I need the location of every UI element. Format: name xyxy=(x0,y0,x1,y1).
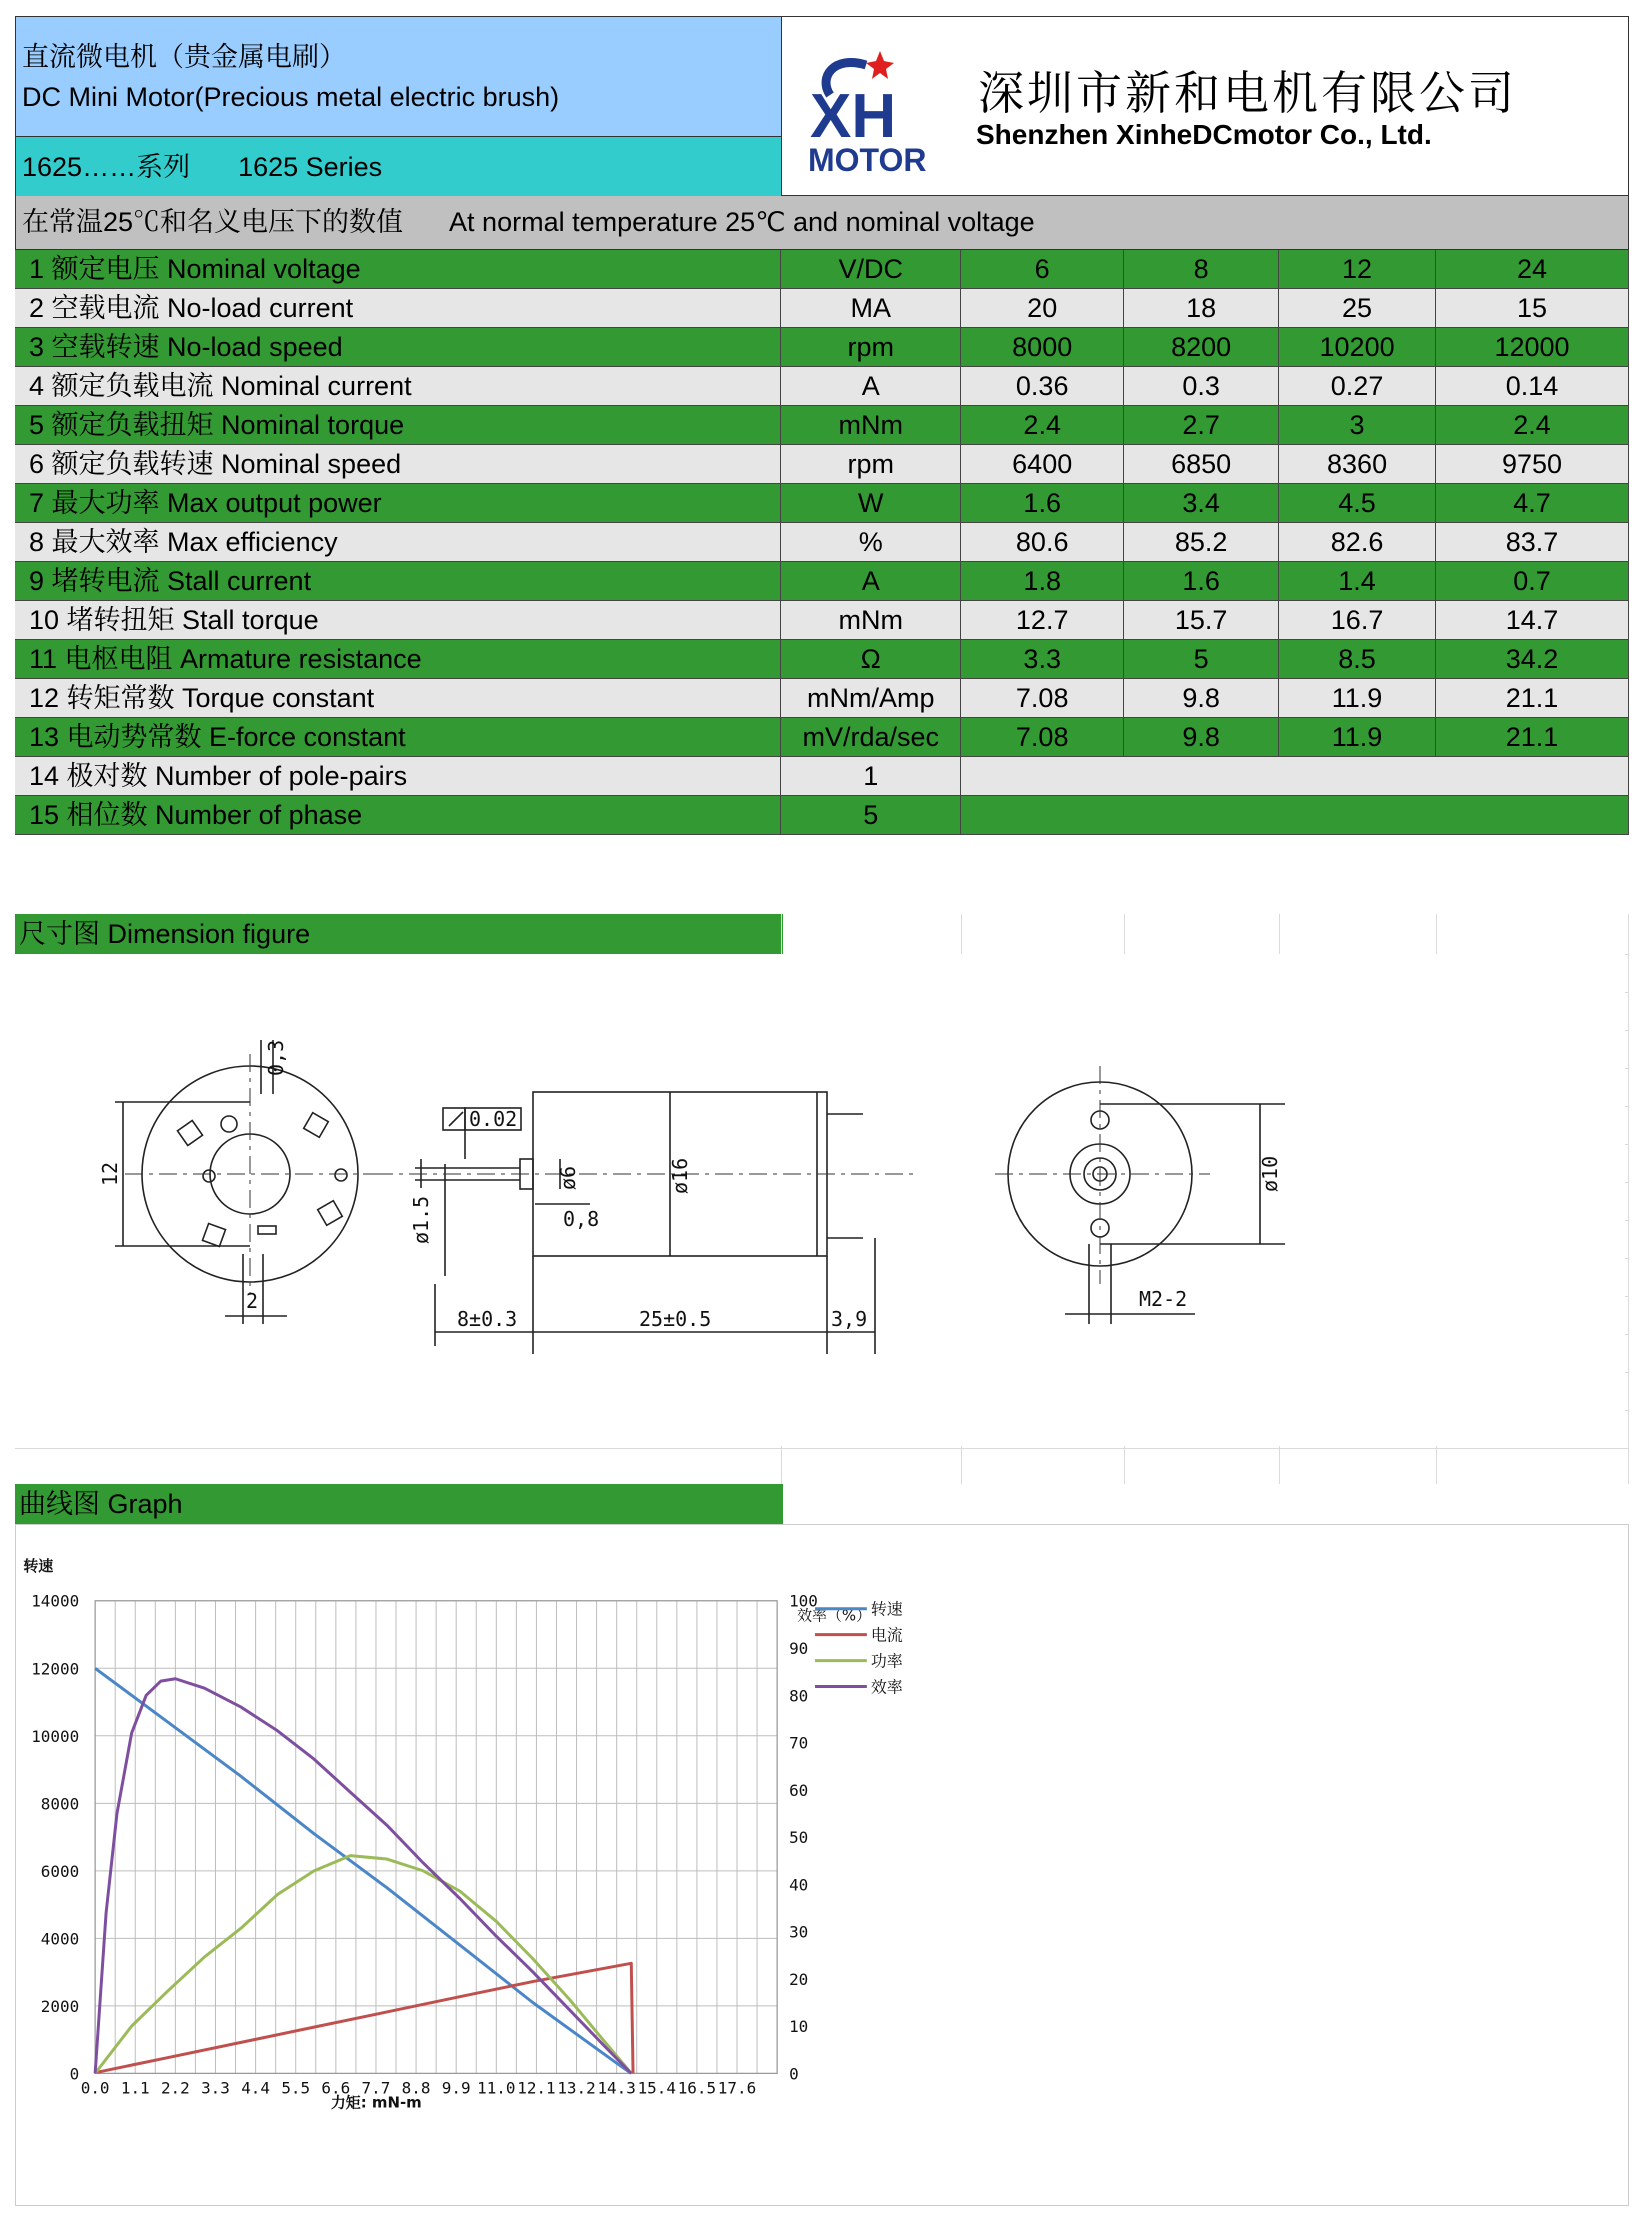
y-tick-label: 2000 xyxy=(40,1996,80,2016)
spec-row xyxy=(15,367,1629,406)
spec-row xyxy=(15,484,1629,523)
spec-value: 5 xyxy=(1124,640,1279,679)
spec-unit: 1 xyxy=(781,757,961,796)
spec-value: 82.6 xyxy=(1279,523,1436,562)
spec-value: 12 xyxy=(1279,250,1436,289)
company-name-cn: 深圳市新和电机有限公司 xyxy=(978,66,1517,120)
spec-value: 24 xyxy=(1436,250,1629,289)
conditions-cn: 在常温25℃和名义电压下的数值 xyxy=(22,207,404,237)
spec-row xyxy=(15,796,1629,835)
spec-value: 15 xyxy=(1436,289,1629,328)
spec-value: 11.9 xyxy=(1279,679,1436,718)
series-en: 1625 Series xyxy=(238,152,383,182)
dim-label-runout: 0.02 xyxy=(469,1107,518,1131)
spec-value: 0.14 xyxy=(1436,367,1629,406)
spec-value-blank xyxy=(961,796,1629,835)
product-title-en: DC Mini Motor(Precious metal electric brush) xyxy=(22,82,560,112)
y2-tick-label: 90 xyxy=(789,1639,809,1659)
spec-unit: % xyxy=(781,523,961,562)
x-tick-label: 12.1 xyxy=(517,2078,556,2098)
spec-unit: mV/rda/sec xyxy=(781,718,961,757)
y2-tick-label: 70 xyxy=(789,1733,809,1753)
legend-label: 效率 xyxy=(870,1677,903,1697)
spec-row xyxy=(15,289,1629,328)
legend-label: 转速 xyxy=(870,1599,903,1619)
spec-row xyxy=(15,523,1629,562)
xh-motor-logo xyxy=(804,37,944,177)
spec-value: 2.4 xyxy=(1436,406,1629,445)
product-title-cn: 直流微电机（贵金属电刷） xyxy=(22,42,346,72)
x-tick-label: 15.4 xyxy=(637,2078,676,2098)
x-tick-label: 6.6 xyxy=(321,2078,351,2098)
spec-value: 85.2 xyxy=(1124,523,1279,562)
spec-value: 7.08 xyxy=(961,679,1124,718)
spec-value: 3.3 xyxy=(961,640,1124,679)
x-tick-label: 14.3 xyxy=(597,2078,636,2098)
logo-word: MOTOR xyxy=(808,142,927,177)
dim-label-0-8: 0,8 xyxy=(563,1207,600,1231)
spec-value: 12.7 xyxy=(961,601,1124,640)
x-tick-label: 0.0 xyxy=(80,2078,110,2098)
dimension-drawing xyxy=(15,954,1625,1446)
y-tick-label: 6000 xyxy=(40,1861,80,1881)
spec-value: 10200 xyxy=(1279,328,1436,367)
spec-param-name: 15 相位数 Number of phase xyxy=(15,796,781,835)
spec-value: 8 xyxy=(1124,250,1279,289)
x-tick-label: 4.4 xyxy=(241,2078,271,2098)
spec-unit: mNm/Amp xyxy=(781,679,961,718)
company-cell xyxy=(782,17,1628,195)
spec-value: 0.7 xyxy=(1436,562,1629,601)
spec-value: 0.27 xyxy=(1279,367,1436,406)
spec-value: 21.1 xyxy=(1436,679,1629,718)
spec-row xyxy=(15,718,1629,757)
y2-axis-label: 效率（%） xyxy=(797,1606,872,1625)
spec-value: 12000 xyxy=(1436,328,1629,367)
y-tick-label: 0 xyxy=(69,2064,80,2084)
spec-value: 4.7 xyxy=(1436,484,1629,523)
spec-param-name: 2 空载电流 No-load current xyxy=(15,289,781,328)
performance-chart xyxy=(15,1524,1629,2206)
spec-value: 83.7 xyxy=(1436,523,1629,562)
document-header xyxy=(15,16,1629,196)
legend-label: 电流 xyxy=(870,1625,903,1645)
spec-param-name: 3 空载转速 No-load speed xyxy=(15,328,781,367)
spec-param-name: 10 堵转扭矩 Stall torque xyxy=(15,601,781,640)
company-name-en: Shenzhen XinheDCmotor Co., Ltd. xyxy=(976,119,1432,150)
spec-unit: V/DC xyxy=(781,250,961,289)
spec-value: 0.36 xyxy=(961,367,1124,406)
y2-tick-label: 30 xyxy=(789,1922,809,1942)
y-tick-label: 8000 xyxy=(40,1794,80,1814)
spec-value: 9.8 xyxy=(1124,718,1279,757)
y2-tick-label: 20 xyxy=(789,1969,809,1989)
x-tick-label: 13.2 xyxy=(557,2078,596,2098)
y2-tick-label: 10 xyxy=(789,2017,809,2037)
spec-row xyxy=(15,250,1629,289)
spec-param-name: 9 堵转电流 Stall current xyxy=(15,562,781,601)
spec-table xyxy=(15,250,1629,835)
y2-tick-label: 60 xyxy=(789,1780,809,1800)
spec-row xyxy=(15,640,1629,679)
x-tick-label: 16.5 xyxy=(677,2078,717,2098)
spec-value: 7.08 xyxy=(961,718,1124,757)
spec-value: 16.7 xyxy=(1279,601,1436,640)
dim-label-0-3: 0,3 xyxy=(264,1039,288,1076)
spec-param-name: 4 额定负载电流 Nominal current xyxy=(15,367,781,406)
spec-unit: MA xyxy=(781,289,961,328)
spec-row xyxy=(15,679,1629,718)
y-tick-label: 10000 xyxy=(31,1726,80,1746)
spec-value: 18 xyxy=(1124,289,1279,328)
spec-value: 6850 xyxy=(1124,445,1279,484)
dim-label-boss-dia: ø6 xyxy=(556,1165,580,1190)
spec-value: 1.4 xyxy=(1279,562,1436,601)
x-tick-label: 1.1 xyxy=(120,2078,150,2098)
spec-row xyxy=(15,328,1629,367)
x-tick-label: 11.0 xyxy=(477,2078,516,2098)
x-axis-label: 力矩: mN-m xyxy=(330,2093,422,2112)
spec-unit: W xyxy=(781,484,961,523)
spec-param-name: 5 额定负载扭矩 Nominal torque xyxy=(15,406,781,445)
dim-label-shaft-length: 8±0.3 xyxy=(457,1307,518,1331)
x-tick-label: 17.6 xyxy=(717,2078,757,2098)
y2-tick-label: 0 xyxy=(789,2064,799,2084)
spec-value: 3.4 xyxy=(1124,484,1279,523)
x-tick-label: 5.5 xyxy=(281,2078,311,2098)
x-tick-label: 2.2 xyxy=(160,2078,190,2098)
dim-label-m2-2: M2-2 xyxy=(1139,1287,1188,1311)
y2-tick-label: 100 xyxy=(789,1591,818,1611)
test-conditions xyxy=(15,196,1629,250)
spec-value: 15.7 xyxy=(1124,601,1279,640)
spec-value: 4.5 xyxy=(1279,484,1436,523)
product-title-cell xyxy=(16,17,782,137)
spec-value: 8360 xyxy=(1279,445,1436,484)
spec-param-name: 7 最大功率 Max output power xyxy=(15,484,781,523)
spec-value: 0.3 xyxy=(1124,367,1279,406)
spec-row xyxy=(15,406,1629,445)
spec-unit: mNm xyxy=(781,406,961,445)
spec-value: 20 xyxy=(961,289,1124,328)
spec-row xyxy=(15,445,1629,484)
spec-value: 34.2 xyxy=(1436,640,1629,679)
spec-value: 21.1 xyxy=(1436,718,1629,757)
y2-tick-label: 50 xyxy=(789,1828,809,1848)
series-cn: 1625……系列 xyxy=(22,152,191,182)
spec-param-name: 1 额定电压 Nominal voltage xyxy=(15,250,781,289)
spec-value: 1.8 xyxy=(961,562,1124,601)
spec-value: 8000 xyxy=(961,328,1124,367)
spec-value: 1.6 xyxy=(1124,562,1279,601)
spec-unit: mNm xyxy=(781,601,961,640)
spec-value: 1.6 xyxy=(961,484,1124,523)
y-tick-label: 4000 xyxy=(40,1929,80,1949)
x-tick-label: 8.8 xyxy=(401,2078,431,2098)
dim-label-terminal-length: 3,9 xyxy=(831,1307,868,1331)
spec-row xyxy=(15,757,1629,796)
spec-unit: rpm xyxy=(781,328,961,367)
x-tick-label: 9.9 xyxy=(441,2078,471,2098)
x-tick-label: 3.3 xyxy=(201,2078,230,2098)
spec-param-name: 13 电动势常数 E-force constant xyxy=(15,718,781,757)
y-tick-label: 12000 xyxy=(31,1659,80,1679)
spec-value-blank xyxy=(961,757,1629,796)
spec-row xyxy=(15,562,1629,601)
y2-tick-label: 80 xyxy=(789,1686,809,1706)
spec-param-name: 6 额定负载转速 Nominal speed xyxy=(15,445,781,484)
dim-label-2: 2 xyxy=(246,1289,259,1313)
x-tick-label: 7.7 xyxy=(361,2078,391,2098)
series-cell xyxy=(16,137,782,197)
spec-value: 3 xyxy=(1279,406,1436,445)
spec-value: 2.4 xyxy=(961,406,1124,445)
spec-unit: 5 xyxy=(781,796,961,835)
spec-value: 11.9 xyxy=(1279,718,1436,757)
spec-value: 9.8 xyxy=(1124,679,1279,718)
y2-tick-label: 40 xyxy=(789,1875,809,1895)
dim-label-body-length: 25±0.5 xyxy=(639,1307,712,1331)
spec-unit: Ω xyxy=(781,640,961,679)
legend-label: 功率 xyxy=(870,1651,903,1671)
spec-value: 8.5 xyxy=(1279,640,1436,679)
spec-value: 14.7 xyxy=(1436,601,1629,640)
dim-label-10: ø10 xyxy=(1258,1155,1282,1192)
dim-label-shaft-dia: ø1.5 xyxy=(409,1195,433,1244)
chart-axes xyxy=(23,1557,871,2111)
spec-value: 6 xyxy=(961,250,1124,289)
spec-value: 2.7 xyxy=(1124,406,1279,445)
spec-value: 8200 xyxy=(1124,328,1279,367)
spec-value: 80.6 xyxy=(961,523,1124,562)
logo-letters: XH xyxy=(810,82,897,151)
graph-section-header: 曲线图 Graph xyxy=(15,1484,783,1524)
spec-param-name: 12 转矩常数 Torque constant xyxy=(15,679,781,718)
spec-value: 6400 xyxy=(961,445,1124,484)
conditions-en: At normal temperature 25℃ and nominal voltage xyxy=(449,207,1035,237)
spec-unit: rpm xyxy=(781,445,961,484)
dimension-section-header: 尺寸图 Dimension figure xyxy=(15,914,783,954)
y-axis-label: 转速 xyxy=(23,1556,54,1575)
spec-unit: A xyxy=(781,562,961,601)
spec-param-name: 14 极对数 Number of pole-pairs xyxy=(15,757,781,796)
y-tick-label: 14000 xyxy=(31,1591,80,1611)
spec-row xyxy=(15,601,1629,640)
spec-value: 25 xyxy=(1279,289,1436,328)
spec-value: 9750 xyxy=(1436,445,1629,484)
spec-param-name: 8 最大效率 Max efficiency xyxy=(15,523,781,562)
spec-unit: A xyxy=(781,367,961,406)
spec-param-name: 11 电枢电阻 Armature resistance xyxy=(15,640,781,679)
dim-label-body-dia: ø16 xyxy=(668,1157,692,1194)
spec-table-body xyxy=(15,250,1629,835)
dim-label-12: 12 xyxy=(98,1161,122,1186)
